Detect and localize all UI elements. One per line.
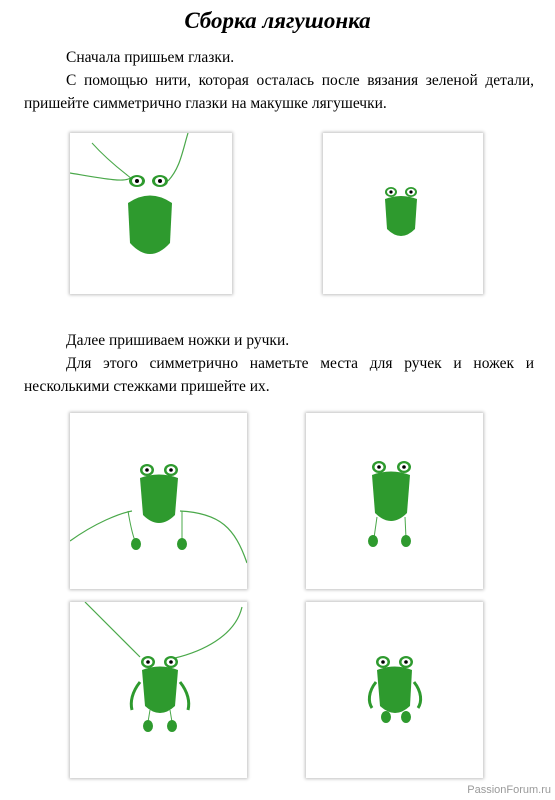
paragraph-eyes-instruction: С помощью нити, которая осталась после вязания зеленой детали, пришейте симметрично глазки на макушке лягушечки. [24, 72, 534, 112]
paragraph-limbs-intro: Далее пришиваем ножки и ручки. [66, 332, 290, 349]
frog-limbs-attached-illustration [306, 413, 483, 589]
photo-eyes-done [323, 133, 483, 294]
frog-limbs-hanging-illustration [70, 602, 247, 778]
frog-finished-illustration [306, 602, 483, 778]
frog-limbs-threads-illustration [70, 413, 247, 589]
page-title: Сборка лягушонка [184, 8, 371, 33]
photo-limbs-hanging [70, 602, 247, 778]
photo-frog-finished [306, 602, 483, 778]
photo-limbs-threads [70, 413, 247, 589]
paragraph-limbs-instruction: Для этого симметрично наметьте места для ручек и ножек и несколькими стежками пришейте их. [24, 355, 534, 395]
photo-eyes-threads [70, 133, 232, 294]
frog-eyes-threads-illustration [70, 133, 232, 294]
watermark: PassionForum.ru [467, 784, 551, 796]
frog-eyes-done-illustration [323, 133, 483, 294]
photo-limbs-attached [306, 413, 483, 589]
paragraph-eyes-intro: Сначала пришьем глазки. [66, 49, 235, 66]
